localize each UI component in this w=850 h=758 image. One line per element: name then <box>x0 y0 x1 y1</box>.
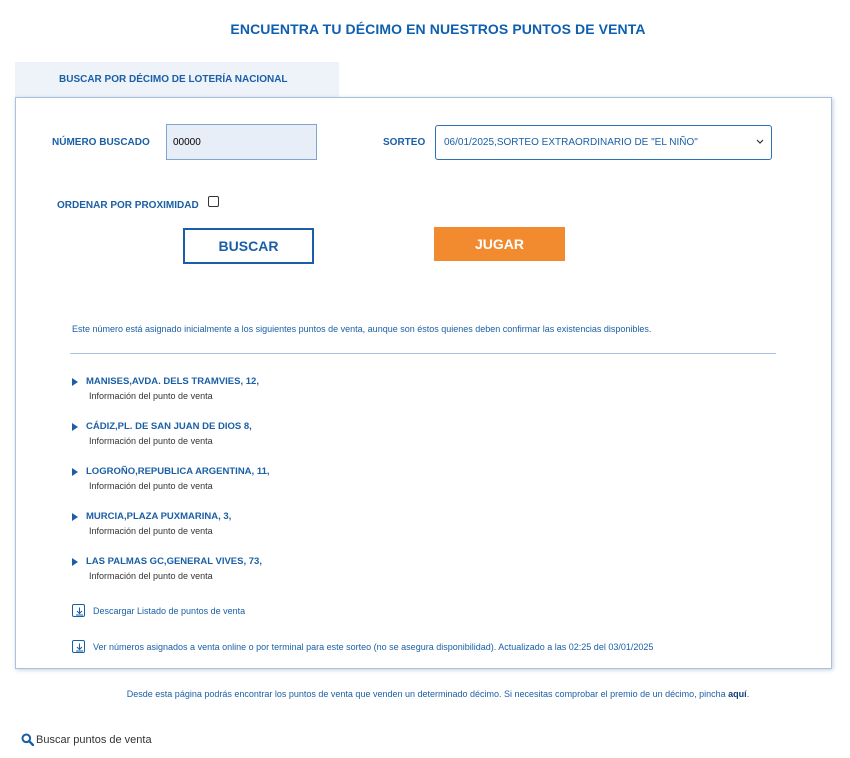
download-icon <box>72 604 85 617</box>
sorteo-select[interactable] <box>435 125 772 160</box>
search-icon <box>21 733 34 746</box>
triangle-right-icon <box>72 558 78 566</box>
result-info-link[interactable]: Información del punto de venta <box>89 481 213 491</box>
footer-text <box>0 689 850 699</box>
online-numbers-link[interactable] <box>72 640 653 653</box>
triangle-right-icon <box>72 513 78 521</box>
list-item[interactable] <box>72 511 270 556</box>
ordenar-checkbox[interactable] <box>208 196 219 207</box>
numero-input[interactable] <box>166 124 317 160</box>
result-info-link[interactable]: Información del punto de venta <box>89 571 213 581</box>
results-intro: Este número está asignado inicialmente a los siguientes puntos de venta, aunque son éstos quienes deben confirmar las existencias disponibles. <box>72 324 652 334</box>
result-title[interactable]: MANISES,AVDA. DELS TRAMVIES, 12, <box>86 376 259 387</box>
results-list <box>72 376 270 601</box>
buscar-button[interactable]: BUSCAR <box>183 228 314 264</box>
online-numbers-label[interactable]: Ver números asignados a venta online o por terminal para este sorteo (no se asegura disponibilidad). Actualizado a las 02:25 del 03/01/2025 <box>93 641 654 652</box>
page-title: ENCUENTRA TU DÉCIMO EN NUESTROS PUNTOS DE VENTA <box>230 21 646 37</box>
footer-description: Desde esta página podrás encontrar los puntos de venta que venden un determinado décimo. Si necesitas comprobar el premio de un décimo, pincha <box>126 689 726 699</box>
result-title[interactable]: CÁDIZ,PL. DE SAN JUAN DE DIOS 8, <box>86 421 252 432</box>
footer-link-aqui[interactable]: aquí <box>728 689 747 699</box>
sorteo-value: 06/01/2025,SORTEO EXTRAORDINARIO DE "EL NIÑO" <box>444 137 698 148</box>
divider <box>70 353 776 354</box>
download-list-link[interactable] <box>72 604 245 617</box>
jugar-button[interactable]: JUGAR <box>434 227 565 261</box>
result-title[interactable]: LOGROÑO,REPUBLICA ARGENTINA, 11, <box>86 466 270 477</box>
tab-buscar-decimo[interactable]: BUSCAR POR DÉCIMO DE LOTERÍA NACIONAL <box>15 62 339 97</box>
result-info-link[interactable]: Información del punto de venta <box>89 391 213 401</box>
result-info-link[interactable]: Información del punto de venta <box>89 526 213 536</box>
search-points-link[interactable] <box>21 733 152 746</box>
result-title[interactable]: LAS PALMAS GC,GENERAL VIVES, 73, <box>86 556 262 567</box>
numero-label: NÚMERO BUSCADO <box>52 137 150 148</box>
download-icon <box>72 640 85 653</box>
sorteo-label: SORTEO <box>383 137 426 148</box>
list-item[interactable] <box>72 421 270 466</box>
footer-end: . <box>746 689 750 699</box>
ordenar-label: ORDENAR POR PROXIMIDAD <box>57 200 199 211</box>
download-list-label[interactable]: Descargar Listado de puntos de venta <box>93 605 246 616</box>
list-item[interactable] <box>72 376 270 421</box>
result-info-link[interactable]: Información del punto de venta <box>89 436 213 446</box>
list-item[interactable] <box>72 556 270 601</box>
triangle-right-icon <box>72 423 78 431</box>
triangle-right-icon <box>72 378 78 386</box>
search-points-label[interactable]: Buscar puntos de venta <box>36 733 152 746</box>
chevron-down-icon <box>755 136 765 146</box>
list-item[interactable] <box>72 466 270 511</box>
result-title[interactable]: MURCIA,PLAZA PUXMARINA, 3, <box>86 511 232 522</box>
triangle-right-icon <box>72 468 78 476</box>
